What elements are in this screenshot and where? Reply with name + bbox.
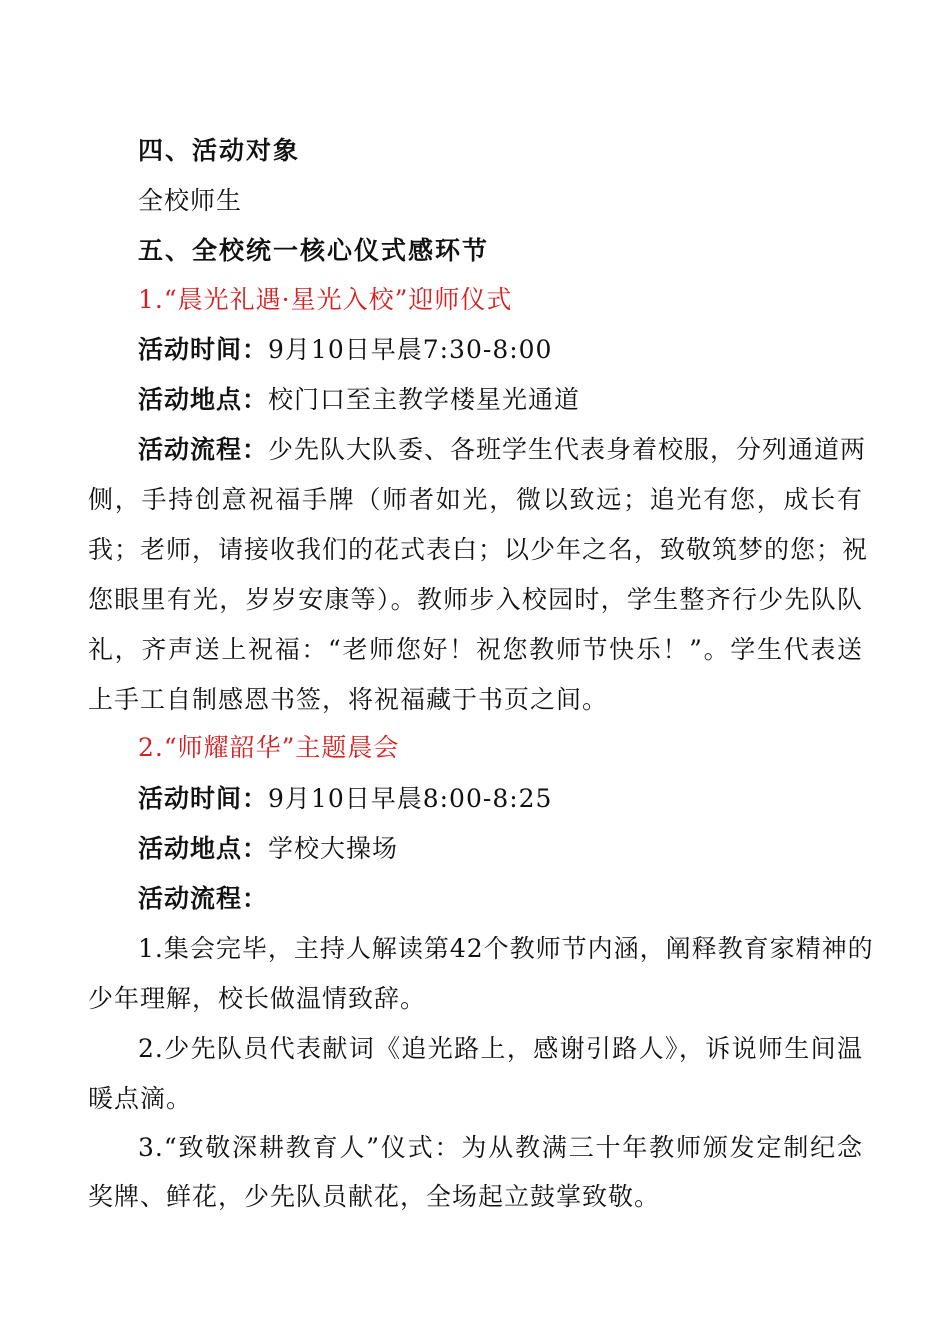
step-2-line1: 2.少先队员代表献词《追光路上，感谢引路人》，诉说师生间温 [138,1034,863,1063]
section-heading-ceremony: 五、全校统一核心仪式感环节 [138,236,490,265]
place-value: 学校大操场 [268,834,399,863]
time-label: 活动时间： [138,335,269,364]
process-text-line: 侧，手持创意祝福手牌（师者如光，微以致远；追光有您，成长有 [88,485,863,514]
place-value: 校门口至主教学楼星光通道 [268,385,581,414]
item1-process-row [138,425,867,475]
step-2-line2: 暖点滴。 [88,1084,193,1113]
section-content-target: 全校师生 [138,186,243,215]
item-title-morning-assembly: 2.“师耀韶华”主题晨会 [138,733,400,762]
process-text-line: 我；老师，请接收我们的花式表白；以少年之名，致敬筑梦的您；祝 [88,535,869,564]
process-label: 活动流程： [138,435,269,464]
item2-place-row [138,824,863,874]
process-text-line: 礼，齐声送上祝福：“老师您好！祝您教师节快乐！”。学生代表送 [88,635,863,664]
step-1-line2: 少年理解，校长做温情致辞。 [88,984,427,1013]
process-label: 活动流程： [138,884,269,913]
item1-time-row [138,325,863,375]
place-label: 活动地点： [138,385,269,414]
place-label: 活动地点： [138,834,269,863]
item2-process-row [138,874,863,924]
process-text: 少先队大队委、各班学生代表身着校服，分列通道两 [268,435,867,464]
item2-time-row [138,774,863,824]
step-1-line1: 1.集会完毕，主持人解读第42个教师节内涵，阐释教育家精神的 [138,934,874,963]
time-value: 9月10日早晨8:00-8:25 [268,784,553,813]
item-title-welcome-ceremony: 1.“晨光礼遇·星光入校”迎师仪式 [138,285,513,314]
process-text-line: 您眼里有光，岁岁安康等）。教师步入校园时，学生整齐行少先队队 [88,585,863,614]
process-text-line: 上手工自制感恩书签，将祝福藏于书页之间。 [88,685,609,714]
item1-place-row [138,375,863,425]
time-value: 9月10日早晨7:30-8:00 [268,335,553,364]
step-3-line1: 3.“致敬深耕教育人”仪式：为从教满三十年教师颁发定制纪念 [138,1133,863,1162]
time-label: 活动时间： [138,784,269,813]
step-3-line2: 奖牌、鲜花，少先队员献花，全场起立鼓掌致敬。 [88,1182,661,1211]
section-heading-target: 四、活动对象 [138,136,301,165]
